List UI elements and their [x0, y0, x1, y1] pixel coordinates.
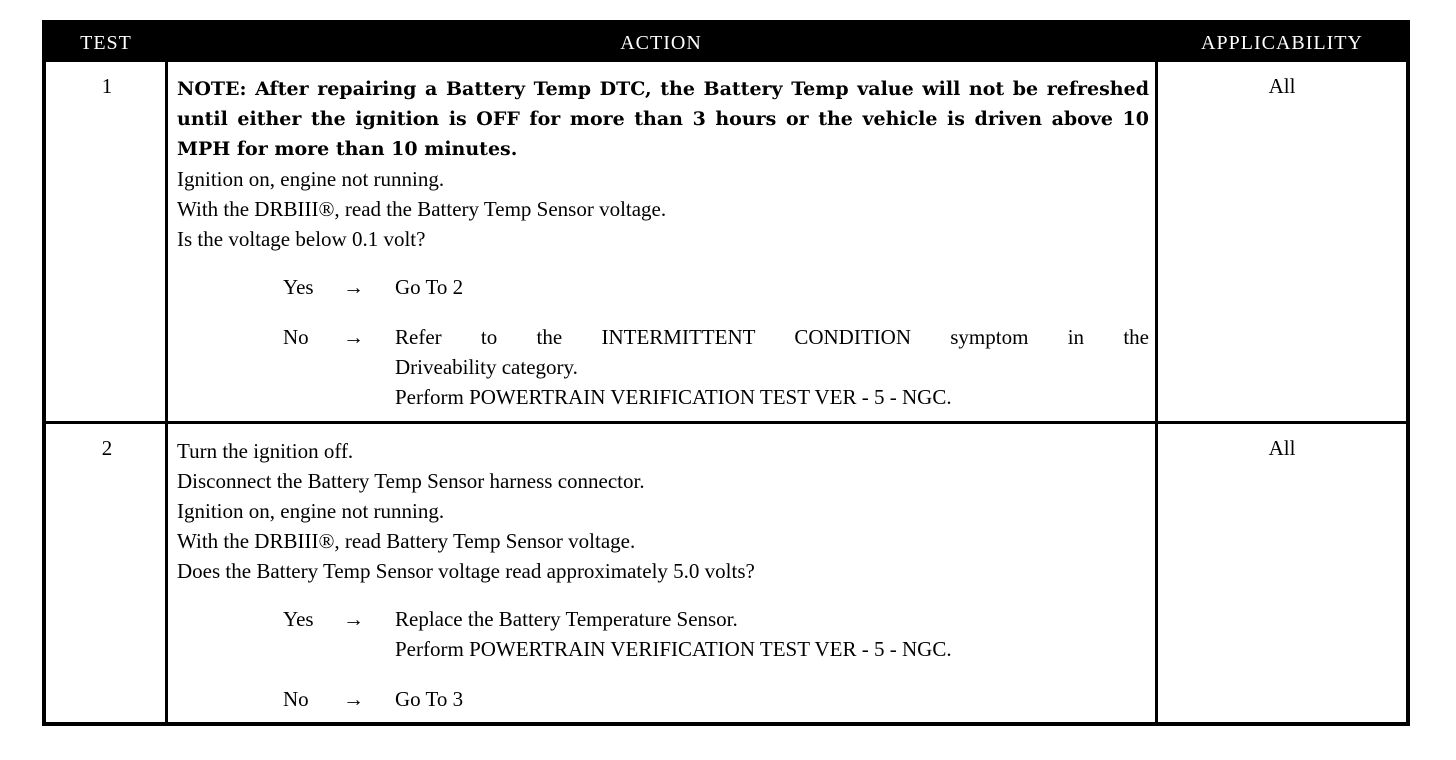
- arrow-icon: →: [343, 325, 364, 349]
- applicability-value: All: [1268, 436, 1296, 460]
- applicability-value: All: [1268, 74, 1296, 98]
- table-row: [46, 62, 1406, 421]
- option-line: Perform POWERTRAIN VERIFICATION TEST VER - 5 - NGC.: [395, 637, 952, 661]
- action-line: With the DRBIII®, read the Battery Temp Sensor voltage.: [177, 197, 667, 221]
- action-line: Ignition on, engine not running.: [177, 499, 445, 523]
- test-number: 2: [101, 436, 113, 460]
- header-test: TEST: [80, 32, 132, 54]
- option-line: Driveability category.: [395, 355, 578, 379]
- test-number: 1: [101, 74, 113, 98]
- option-line: Go To 2: [395, 275, 464, 299]
- table-row: [46, 424, 1406, 726]
- action-cell: [177, 74, 1149, 412]
- option-line: Perform POWERTRAIN VERIFICATION TEST VER - 5 - NGC.: [395, 385, 952, 409]
- yes-option: [283, 604, 1149, 664]
- action-line: Does the Battery Temp Sensor voltage read approximately 5.0 volts?: [177, 559, 755, 583]
- diagnostic-table: [42, 20, 1410, 726]
- no-label: No: [283, 687, 309, 711]
- note-text: NOTE: After repairing a Battery Temp DTC, the Battery Temp value will not be refreshed until either the ignition is OFF for more than 3 hours or the vehicle is driven above 10 MPH for more than 10 minutes.: [177, 78, 1149, 160]
- yes-text: [395, 272, 1149, 302]
- no-option: [283, 322, 1149, 412]
- yes-label: Yes: [283, 607, 314, 631]
- arrow-icon: →: [343, 687, 364, 711]
- no-label: No: [283, 325, 309, 349]
- arrow-icon: →: [343, 607, 364, 631]
- action-line: Turn the ignition off.: [177, 439, 354, 463]
- header-action: ACTION: [620, 32, 702, 54]
- no-text: [395, 322, 1149, 412]
- option-line: Go To 3: [395, 687, 464, 711]
- action-line: Disconnect the Battery Temp Sensor harness connector.: [177, 469, 645, 493]
- action-cell: [177, 436, 1149, 714]
- action-line: With the DRBIII®, read Battery Temp Sensor voltage.: [177, 529, 636, 553]
- no-option: [283, 684, 1149, 714]
- action-line: Is the voltage below 0.1 volt?: [177, 227, 426, 251]
- action-line: Ignition on, engine not running.: [177, 167, 445, 191]
- arrow-icon: →: [343, 275, 364, 299]
- option-line: Refer to the INTERMITTENT CONDITION symptom in the: [395, 325, 1149, 349]
- header-applicability: APPLICABILITY: [1201, 32, 1363, 54]
- table-header: [46, 24, 1406, 62]
- yes-text: [395, 604, 1149, 664]
- no-text: [395, 684, 1149, 714]
- option-line: Replace the Battery Temperature Sensor.: [395, 607, 738, 631]
- yes-label: Yes: [283, 275, 314, 299]
- yes-option: [283, 272, 1149, 302]
